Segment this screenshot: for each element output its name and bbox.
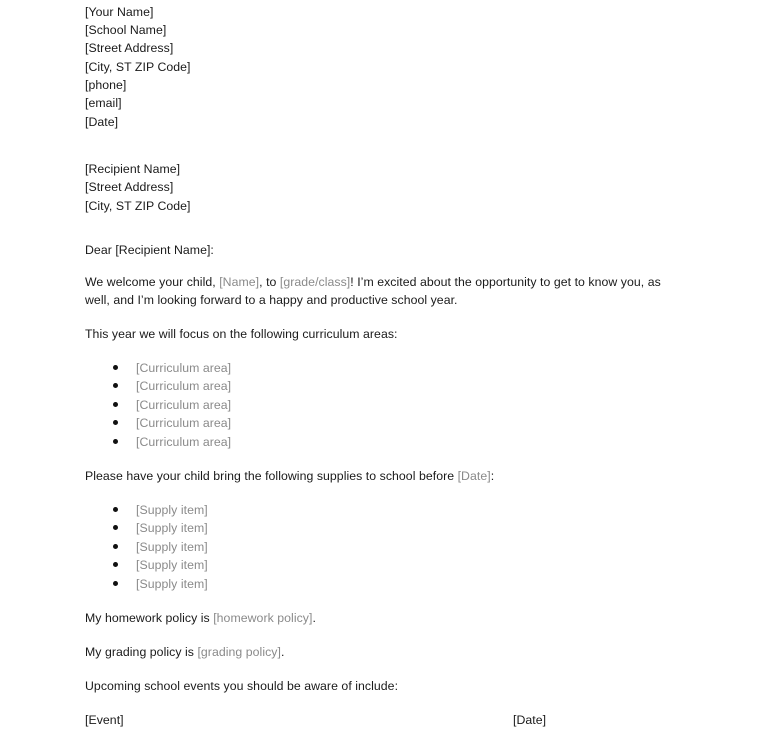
curriculum-item[interactable]: [Curriculum area]: [136, 416, 232, 430]
sender-street: [Street Address]: [85, 41, 174, 55]
supply-item[interactable]: [Supply item]: [136, 540, 208, 554]
grade-class-placeholder[interactable]: [grade/class]: [279, 275, 351, 289]
sender-city: [City, ST ZIP Code]: [85, 60, 191, 74]
salutation: Dear [Recipient Name]:: [85, 243, 214, 257]
sender-phone: [phone]: [85, 78, 127, 92]
event-name[interactable]: [Event]: [85, 713, 124, 727]
bullet-icon: [113, 544, 118, 549]
curriculum-item[interactable]: [Curriculum area]: [136, 398, 232, 412]
supply-item[interactable]: [Supply item]: [136, 558, 208, 572]
grading-policy-line: [85, 644, 284, 660]
supplies-date-placeholder[interactable]: [Date]: [457, 469, 491, 483]
recipient-name: [Recipient Name]: [85, 162, 181, 176]
homework-text-end: .: [312, 611, 316, 625]
welcome-line-2: well, and I’m looking forward to a happy and productive school year.: [85, 293, 458, 307]
recipient-street: [Street Address]: [85, 180, 174, 194]
bullet-icon: [113, 439, 118, 444]
welcome-text: We welcome your child,: [85, 275, 220, 289]
grading-text: My grading policy is: [85, 645, 198, 659]
bullet-icon: [113, 525, 118, 530]
bullet-icon: [113, 402, 118, 407]
homework-policy-placeholder[interactable]: [homework policy]: [213, 611, 313, 625]
supplies-intro: [85, 468, 494, 484]
curriculum-item[interactable]: [Curriculum area]: [136, 435, 232, 449]
supply-item[interactable]: [Supply item]: [136, 577, 208, 591]
grading-text-end: .: [280, 645, 285, 659]
supplies-text-end: :: [490, 469, 495, 483]
homework-policy-line: [85, 610, 316, 626]
sender-date: [Date]: [85, 115, 119, 129]
bullet-icon: [113, 383, 118, 388]
event-date[interactable]: [Date]: [513, 713, 547, 727]
curriculum-item[interactable]: [Curriculum area]: [136, 379, 232, 393]
welcome-text: , to: [259, 275, 280, 289]
grading-policy-placeholder[interactable]: [grading policy]: [197, 645, 281, 659]
bullet-icon: [113, 581, 118, 586]
curriculum-item[interactable]: [Curriculum area]: [136, 361, 232, 375]
curriculum-intro: This year we will focus on the following curriculum areas:: [85, 327, 398, 341]
bullet-icon: [113, 562, 118, 567]
recipient-city: [City, ST ZIP Code]: [85, 199, 191, 213]
welcome-line-1: [85, 274, 661, 290]
child-name-placeholder[interactable]: [Name]: [219, 275, 260, 289]
sender-school: [School Name]: [85, 23, 167, 37]
homework-text: My homework policy is: [85, 611, 214, 625]
supply-item[interactable]: [Supply item]: [136, 521, 208, 535]
sender-email: [email]: [85, 96, 122, 110]
bullet-icon: [113, 507, 118, 512]
supplies-text: Please have your child bring the following supplies to school before: [85, 469, 458, 483]
events-intro: Upcoming school events you should be aware of include:: [85, 679, 399, 693]
supply-item[interactable]: [Supply item]: [136, 503, 208, 517]
sender-name: [Your Name]: [85, 5, 154, 19]
welcome-text: ! I’m excited about the opportunity to get to know you, as: [350, 275, 661, 289]
bullet-icon: [113, 420, 118, 425]
bullet-icon: [113, 365, 118, 370]
